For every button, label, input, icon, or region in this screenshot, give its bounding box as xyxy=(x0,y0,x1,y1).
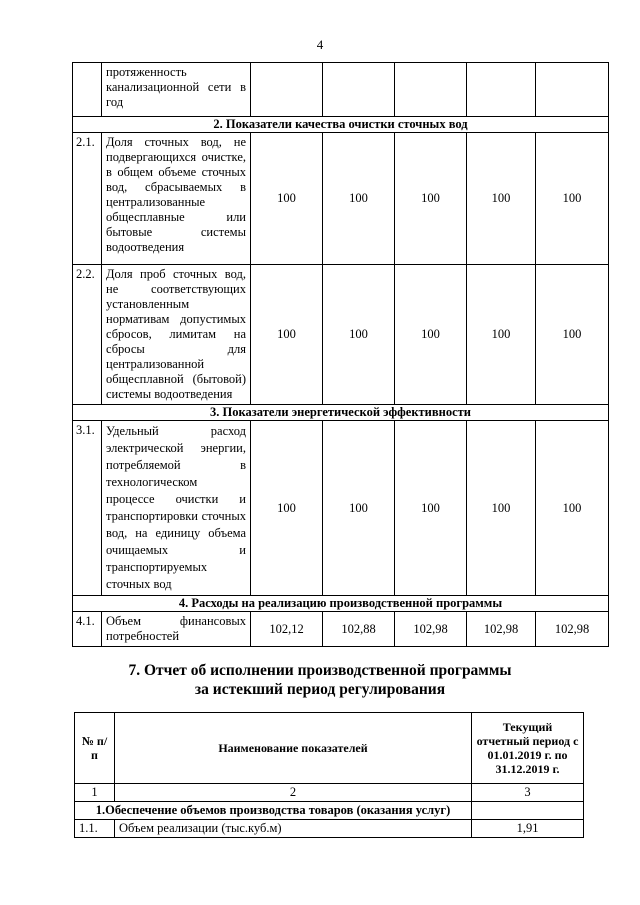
section-row xyxy=(73,405,609,421)
row-name: Доля проб сточных вод, не соответствующих установленным нормативам допустимых сбросов, лимитам на сбросы для централизованной общесплавной (бытовой) системы водоотведения xyxy=(102,265,251,405)
table-row xyxy=(73,63,609,117)
report-table xyxy=(74,712,584,838)
value-cell: 100 xyxy=(467,133,536,265)
table-row xyxy=(73,133,609,265)
table-row xyxy=(75,820,584,838)
value-cell: 100 xyxy=(536,265,609,405)
section-title: 3. Показатели энергетической эффективности xyxy=(73,405,609,421)
value-cell: 102,88 xyxy=(323,612,395,647)
row-name: Доля сточных вод, не подвергающихся очистке, в общем объеме сточных вод, сбрасываемых в централизованные общесплавные или бытовые системы водоотведения xyxy=(102,133,251,265)
row-name: Объем реализации (тыс.куб.м) xyxy=(115,820,472,838)
value-cell: 100 xyxy=(536,133,609,265)
indicators-table xyxy=(72,62,609,647)
value-cell: 100 xyxy=(467,265,536,405)
row-number: 2.1. xyxy=(73,133,102,265)
value-cell: 102,98 xyxy=(536,612,609,647)
value-cell: 100 xyxy=(323,421,395,596)
section-row xyxy=(73,117,609,133)
section-heading xyxy=(0,661,640,699)
value-cell xyxy=(467,63,536,117)
value-cell: 100 xyxy=(395,133,467,265)
row-name: Удельный расход электрической энергии, потребляемой в технологическом процессе очистки и транспортировки сточных вод, на единицу объема очищаемых и транспортируемых сточных вод xyxy=(102,421,251,596)
row-number: 2.2. xyxy=(73,265,102,405)
row-name: Объем финансовых потребностей xyxy=(102,612,251,647)
value-cell: 102,98 xyxy=(467,612,536,647)
index-cell: 2 xyxy=(115,784,472,802)
value-cell: 100 xyxy=(323,265,395,405)
value-cell: 100 xyxy=(251,421,323,596)
empty-cell xyxy=(472,802,584,820)
value-cell: 100 xyxy=(251,265,323,405)
value-cell: 102,98 xyxy=(395,612,467,647)
row-name: протяженность канализационной сети в год xyxy=(102,63,251,117)
value-cell: 1,91 xyxy=(472,820,584,838)
value-cell: 100 xyxy=(536,421,609,596)
index-cell: 1 xyxy=(75,784,115,802)
header-row xyxy=(75,713,584,784)
index-cell: 3 xyxy=(472,784,584,802)
row-number: 1.1. xyxy=(75,820,115,838)
value-cell: 102,12 xyxy=(251,612,323,647)
section-title: 1.Обеспечение объемов производства товаров (оказания услуг) xyxy=(75,802,472,820)
value-cell: 100 xyxy=(395,265,467,405)
header-period: Текущий отчетный период с 01.01.2019 г. по 31.12.2019 г. xyxy=(472,713,584,784)
heading-line-1: 7. Отчет об исполнении производственной программы xyxy=(128,662,512,679)
section-row xyxy=(73,596,609,612)
header-number: № п/п xyxy=(75,713,115,784)
section-title: 4. Расходы на реализацию производственной программы xyxy=(73,596,609,612)
heading-line-2: за истекший период регулирования xyxy=(194,681,446,698)
value-cell xyxy=(536,63,609,117)
page-number: 4 xyxy=(316,37,324,52)
value-cell: 100 xyxy=(395,421,467,596)
row-number xyxy=(73,63,102,117)
index-row xyxy=(75,784,584,802)
value-cell: 100 xyxy=(251,133,323,265)
section-row xyxy=(75,802,584,820)
header-name: Наименование показателей xyxy=(115,713,472,784)
value-cell xyxy=(395,63,467,117)
section-title: 2. Показатели качества очистки сточных вод xyxy=(73,117,609,133)
value-cell: 100 xyxy=(467,421,536,596)
row-number: 4.1. xyxy=(73,612,102,647)
table-row xyxy=(73,421,609,596)
row-number: 3.1. xyxy=(73,421,102,596)
value-cell xyxy=(323,63,395,117)
table-row xyxy=(73,612,609,647)
value-cell: 100 xyxy=(323,133,395,265)
value-cell xyxy=(251,63,323,117)
table-row xyxy=(73,265,609,405)
